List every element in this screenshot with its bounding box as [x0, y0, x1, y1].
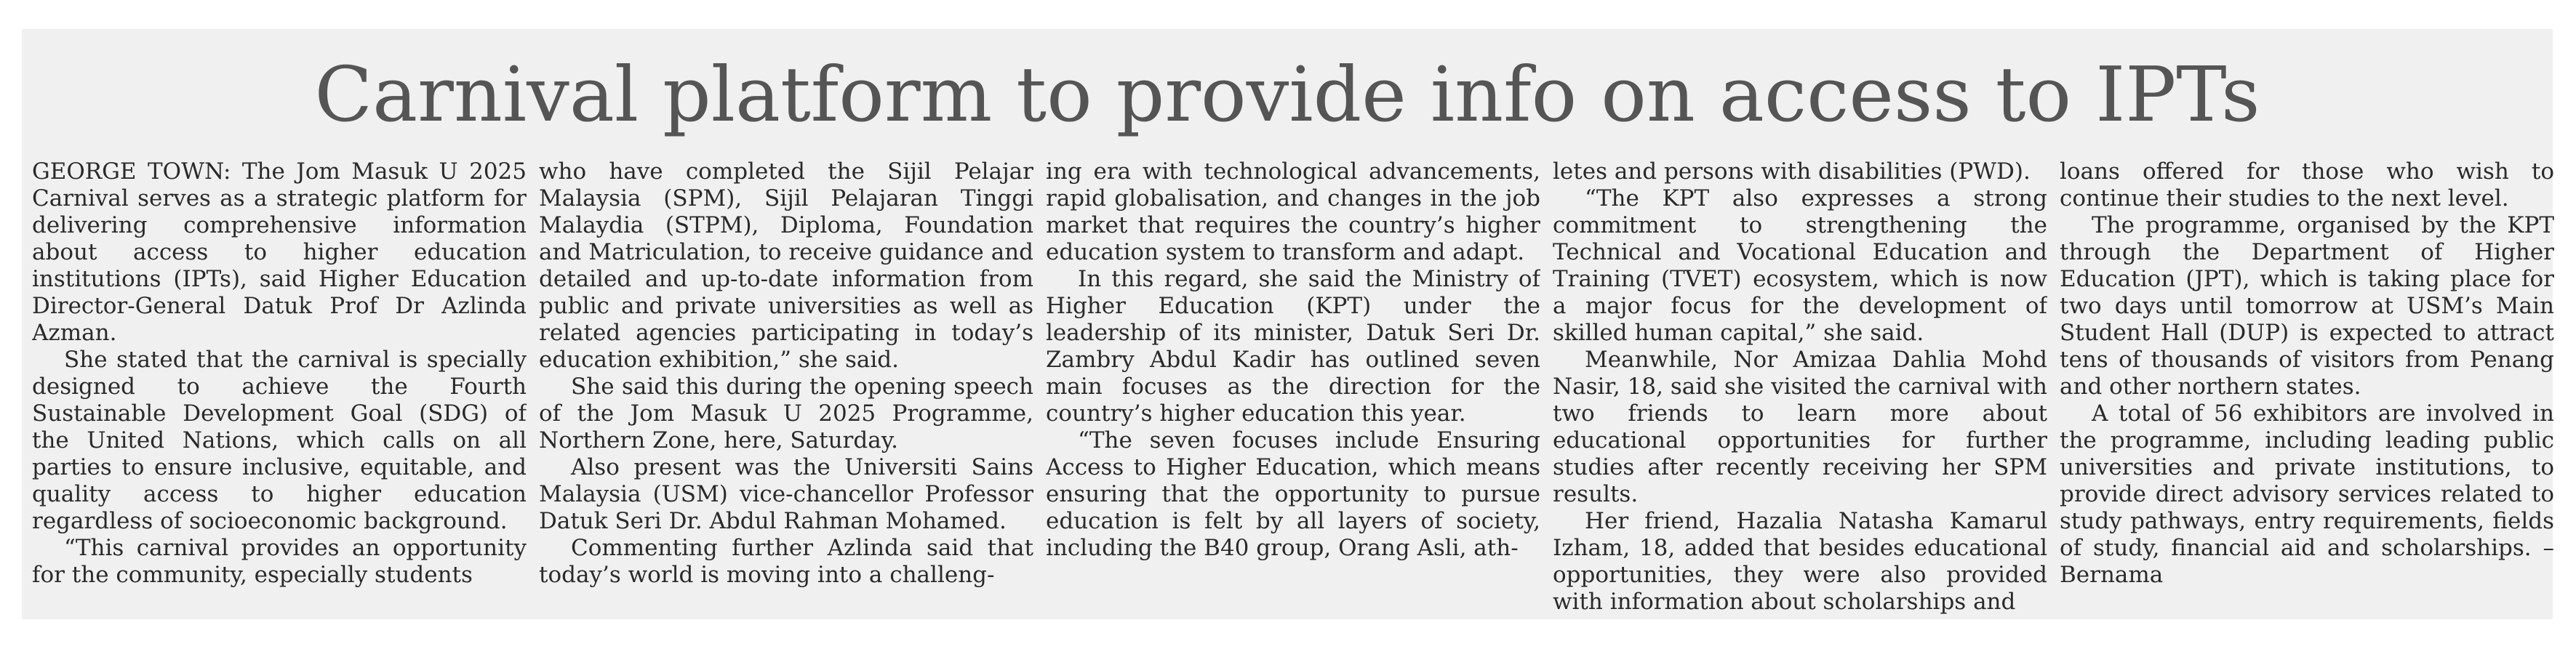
- paragraph-dateline: GEORGE TOWN: The Jom Masuk U 2025 Carnival serves as a strategic platform for delivering comprehensive information about access to higher education institutions (IPTs), said Higher Education Director-General Datuk Prof Dr Azlinda Azman.: [32, 158, 527, 346]
- paragraph: The programme, organised by the KPT through the Department of Higher Education (JPT), which is taking place for two days until tomorrow at USM’s Main Student Hall (DUP) is expected to attract tens of thousands of visitors from Penang and other northern states.: [2060, 212, 2554, 400]
- paragraph: “This carnival provides an opportunity for the community, especially students: [32, 535, 527, 588]
- article-column-5: [2060, 158, 2554, 616]
- paragraph-continued: who have completed the Sijil Pelajar Malaysia (SPM), Sijil Pelajaran Tinggi Malaydia (STPM), Diploma, Foundation and Matriculation, to receive guidance and detailed and up-to-date information from public and private universities as well as related agencies participating in today’s education exhibition,” she said.: [539, 158, 1033, 373]
- paragraph: In this regard, she said the Ministry of Higher Education (KPT) under the leadership of its minister, Datuk Seri Dr. Zambry Abdul Kadir has outlined seven main focuses as the direction for the country’s higher education this year.: [1046, 266, 1540, 427]
- paragraph: “The KPT also expresses a strong commitment to strengthening the Technical and Vocational Education and Training (TVET) ecosystem, which is now a major focus for the development of skilled human capital,” she said.: [1553, 185, 2047, 346]
- paragraph-byline: A total of 56 exhibitors are involved in the programme, including leading public universities and private institutions, to provide direct advisory services related to study pathways, entry requirements, fields of study, financial aid and scholarships. – Bernama: [2060, 400, 2554, 588]
- paragraph-continued: ing era with technological advancements, rapid globalisation, and changes in the job market that requires the country’s higher education system to transform and adapt.: [1046, 158, 1540, 265]
- article-column-2: [539, 158, 1033, 616]
- article-column-3: [1046, 158, 1540, 616]
- article-body: [32, 158, 2554, 616]
- paragraph: Her friend, Hazalia Natasha Kamarul Izham, 18, added that besides educational opportunities, they were also provided with information about scholarships and: [1553, 508, 2047, 615]
- article-column-4: [1553, 158, 2047, 616]
- paragraph: Meanwhile, Nor Amizaa Dahlia Mohd Nasir, 18, said she visited the carnival with two friends to learn more about educational opportunities for further studies after recently receiving her SPM results.: [1553, 347, 2047, 507]
- newspaper-clipping: [22, 29, 2553, 619]
- paragraph: She stated that the carnival is specially designed to achieve the Fourth Sustainable Development Goal (SDG) of the United Nations, which calls on all parties to ensure inclusive, equitable, and quality access to higher education regardless of socioeconomic background.: [32, 347, 527, 534]
- paragraph: Commenting further Azlinda said that today’s world is moving into a challeng-: [539, 535, 1033, 588]
- headline: Carnival platform to provide info on access to IPTs: [314, 50, 2260, 139]
- paragraph-continued: loans offered for those who wish to continue their studies to the next level.: [2060, 158, 2554, 211]
- paragraph: She said this during the opening speech of the Jom Masuk U 2025 Programme, Northern Zone, here, Saturday.: [539, 374, 1033, 454]
- paragraph-continued: letes and persons with disabilities (PWD).: [1553, 158, 2031, 185]
- paragraph: Also present was the Universiti Sains Malaysia (USM) vice-chancellor Professor Datuk Seri Dr. Abdul Rahman Mohamed.: [539, 454, 1033, 534]
- paragraph: “The seven focuses include Ensuring Access to Higher Education, which means ensuring that the opportunity to pursue education is felt by all layers of society, including the B40 group, Orang Asli, ath-: [1046, 427, 1540, 561]
- article-column-1: [32, 158, 527, 616]
